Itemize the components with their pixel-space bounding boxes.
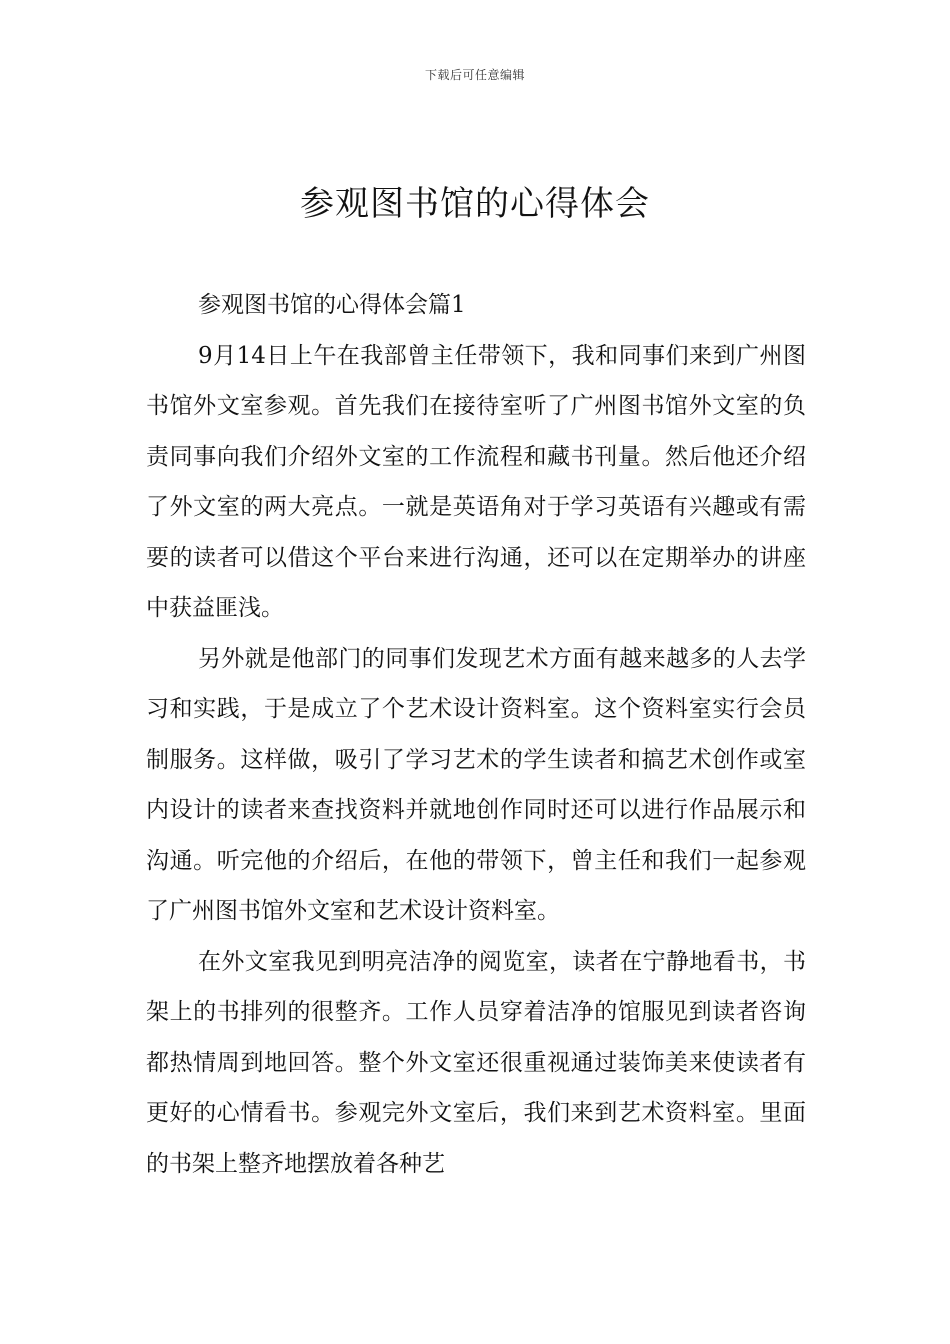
paragraph-2: 另外就是他部门的同事们发现艺术方面有越来越多的人去学习和实践，于是成立了个艺术设计资料室。这个资料室实行会员制服务。这样做，吸引了学习艺术的学生读者和搞艺术创作或室内设计的读者来查找资料并就地创作同时还可以进行作品展示和沟通。听完他的介绍后，在他的带领下，曾主任和我们一起参观了广州图书馆外文室和艺术设计资料室。	[146, 645, 806, 924]
paragraph-1: 9月14日上午在我部曾主任带领下，我和同事们来到广州图书馆外文室参观。首先我们在接待室听了广州图书馆外文室的负责同事向我们介绍外文室的工作流程和藏书刊量。然后他还介绍了外文室的两大亮点。一就是英语角对于学习英语有兴趣或有需要的读者可以借这个平台来进行沟通，还可以在定期举办的讲座中获益匪浅。	[146, 342, 806, 621]
header-note: 下载后可任意编辑	[424, 68, 525, 82]
paragraph-3: 在外文室我见到明亮洁净的阅览室，读者在宁静地看书，书架上的书排列的很整齐。工作人员穿着洁净的馆服见到读者咨询都热情周到地回答。整个外文室还很重视通过装饰美来使读者有更好的心情看书。参观完外文室后，我们来到艺术资料室。里面的书架上整齐地摆放着各种艺	[146, 948, 806, 1177]
document-title: 参观图书馆的心得体会	[300, 184, 650, 224]
section-heading: 参观图书馆的心得体会篇1	[198, 292, 466, 318]
document-body	[146, 280, 806, 1189]
